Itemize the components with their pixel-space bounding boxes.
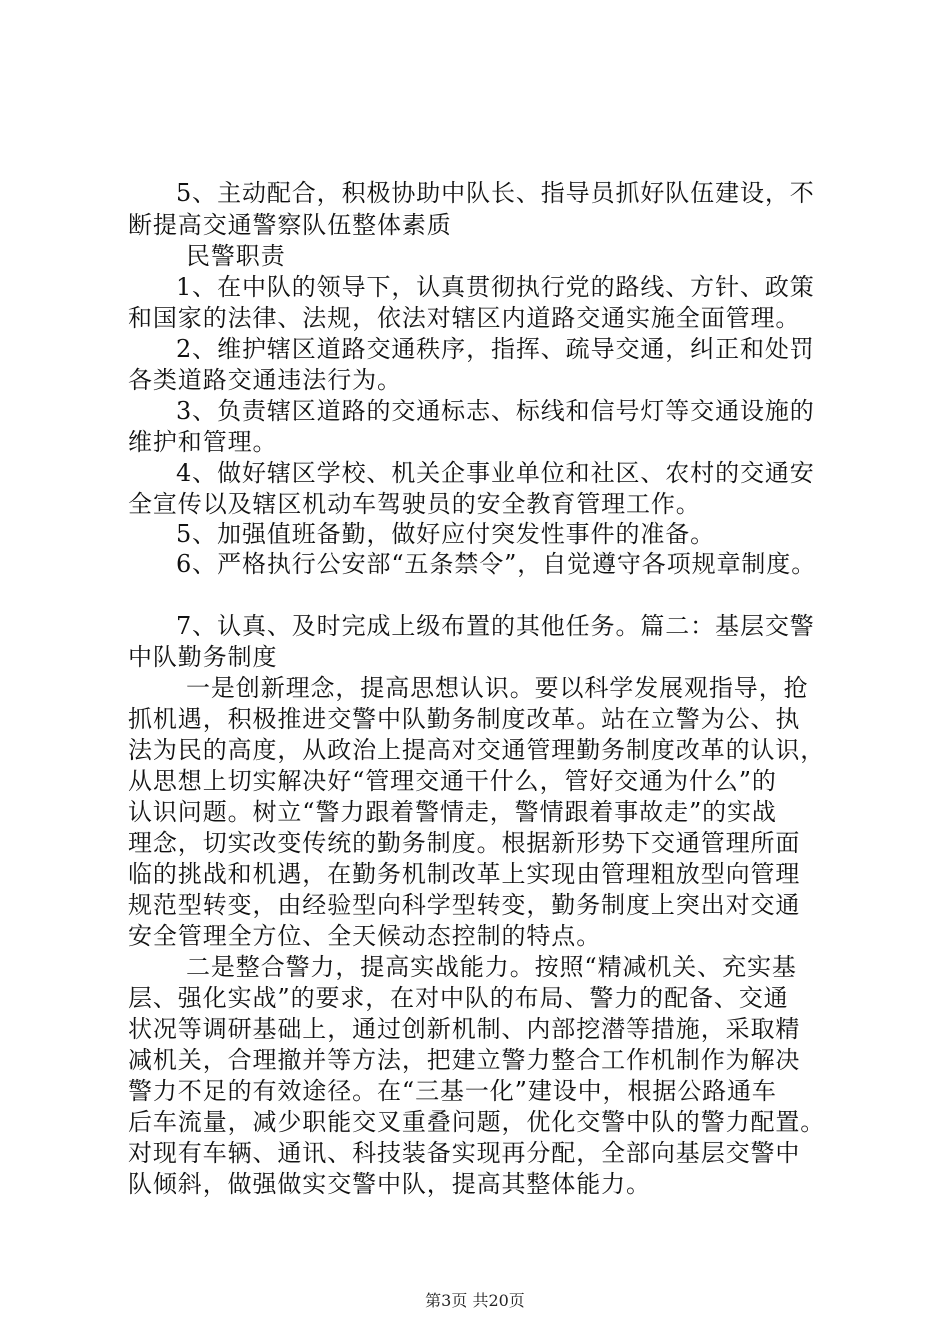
paragraph-line: 理念，切实改变传统的勤务制度。根据新形势下交通管理所面	[128, 829, 801, 857]
paragraph-line: 全宣传以及辖区机动车驾驶员的安全教育管理工作。	[128, 490, 701, 518]
paragraph-line: 从思想上切实解决好“管理交通干什么，管好交通为什么”的	[128, 767, 777, 795]
paragraph-line: 后车流量，减少职能交叉重叠问题，优化交警中队的警力配置。	[128, 1108, 826, 1136]
paragraph-line: 警力不足的有效途径。在“三基一化”建设中，根据公路通车	[128, 1077, 777, 1105]
paragraph-line: 5、加强值班备勤，做好应付突发性事件的准备。	[176, 520, 716, 548]
paragraph-line: 一是创新理念，提高思想认识。要以科学发展观指导，抢	[186, 674, 809, 702]
paragraph-line: 安全管理全方位、全天候动态控制的特点。	[128, 922, 602, 950]
paragraph-line: 规范型转变，由经验型向科学型转变，勤务制度上突出对交通	[128, 891, 801, 919]
paragraph-line: 状况等调研基础上，通过创新机制、内部挖潜等措施，采取精	[128, 1015, 801, 1043]
section-heading: 民警职责	[186, 242, 286, 270]
paragraph-line: 7、认真、及时完成上级布置的其他任务。篇二：基层交警	[176, 612, 815, 640]
paragraph-line: 3、负责辖区道路的交通标志、标线和信号灯等交通设施的	[176, 397, 815, 425]
paragraph-line: 断提高交通警察队伍整体素质	[128, 211, 452, 239]
paragraph-line: 层、强化实战”的要求，在对中队的布局、警力的配备、交通	[128, 984, 789, 1012]
paragraph-line: 队倾斜，做强做实交警中队，提高其整体能力。	[128, 1170, 651, 1198]
paragraph-line: 减机关，合理撤并等方法，把建立警力整合工作机制作为解决	[128, 1046, 801, 1074]
paragraph-line: 临的挑战和机遇，在勤务机制改革上实现由管理粗放型向管理	[128, 860, 801, 888]
paragraph-line: 各类道路交通违法行为。	[128, 366, 402, 394]
page-number-footer: 第3页 共20页	[425, 1291, 525, 1310]
paragraph-line: 抓机遇，积极推进交警中队勤务制度改革。站在立警为公、执	[128, 705, 801, 733]
paragraph-line: 对现有车辆、通讯、科技装备实现再分配，全部向基层交警中	[128, 1139, 801, 1167]
paragraph-line: 认识问题。树立“警力跟着警情走，警情跟着事故走”的实战	[128, 798, 777, 826]
paragraph-line: 2、维护辖区道路交通秩序，指挥、疏导交通，纠正和处罚	[176, 335, 815, 363]
paragraph-line: 维护和管理。	[128, 428, 278, 456]
paragraph-line: 4、做好辖区学校、机关企事业单位和社区、农村的交通安	[176, 459, 815, 487]
paragraph-line: 6、严格执行公安部“五条禁令”，自觉遵守各项规章制度。	[176, 550, 817, 578]
paragraph-line: 1、在中队的领导下，认真贯彻执行党的路线、方针、政策	[176, 273, 815, 301]
paragraph-line: 中队勤务制度	[128, 643, 278, 671]
paragraph-line: 和国家的法律、法规，依法对辖区内道路交通实施全面管理。	[128, 304, 801, 332]
paragraph-line: 法为民的高度，从政治上提高对交通管理勤务制度改革的认识，	[128, 736, 826, 764]
paragraph-line: 二是整合警力，提高实战能力。按照“精减机关、充实基	[186, 953, 797, 981]
paragraph-line: 5、主动配合，积极协助中队长、指导员抓好队伍建设，不	[176, 179, 815, 207]
